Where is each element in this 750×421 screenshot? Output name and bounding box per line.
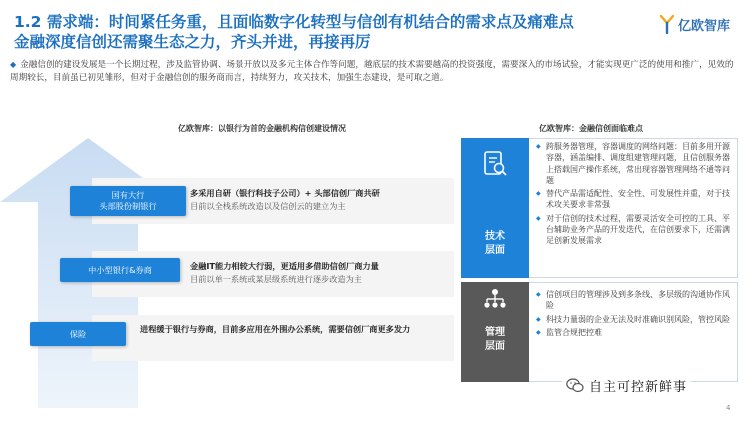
brand-logo xyxy=(660,14,730,34)
intro-paragraph xyxy=(10,58,738,85)
list-item: ◆ 监管合规把控难 xyxy=(536,327,734,338)
wechat-icon xyxy=(566,378,584,393)
mgmt-label-line-1: 管理 xyxy=(485,327,505,338)
title-line-2: 金融深度信创还需聚生态之力，齐头并进，再接再厉 xyxy=(14,33,371,51)
list-item: ◆ 信创项目的管理涉及到多条线、多层级的沟通协作风险 xyxy=(536,289,734,312)
tech-side-label xyxy=(461,230,529,258)
right-chart-caption: 亿欧智库：金融信创面临难点 xyxy=(539,124,643,133)
tier-label-line-2: 头部股份制银行 xyxy=(99,201,157,211)
tier-label-line-1: 中小型银行&券商 xyxy=(88,264,152,275)
tier-description-1 xyxy=(190,187,450,212)
watermark-text: 自主可控新鲜事 xyxy=(589,380,688,395)
page-title xyxy=(14,12,614,52)
list-item: ◆ 对于信创的技术过程，需要灵活安全可控的工具、平台辅助业务产品的开发迭代，在信创要求下，还需满足创新发展需求 xyxy=(536,213,734,247)
diamond-bullet-icon: ◆ xyxy=(10,60,17,69)
mgmt-side-label xyxy=(461,326,529,354)
mgmt-label-line-2: 层面 xyxy=(485,341,505,352)
left-chart-caption: 亿欧智库：以银行为首的金融机构信创建设情况 xyxy=(178,124,346,133)
org-chart-icon xyxy=(483,288,507,310)
tier-badge-insurance xyxy=(30,322,126,346)
tech-label-line-1: 技术 xyxy=(485,231,505,242)
logo-text: 亿欧智库 xyxy=(678,18,731,34)
tier-normal-text: 目前以单一系统或某层级系统进行逐步改造为主 xyxy=(190,273,362,284)
tier-badge-large-banks xyxy=(70,186,186,216)
tier-bold-text: 多采用自研（银行科技子公司）+ 头部信创厂商共研 xyxy=(190,188,380,198)
tier-normal-text: 目前以全栈系统改造以及信创云的建立为主 xyxy=(190,200,346,211)
tech-document-icon xyxy=(482,150,508,178)
title-line-1: 1.2 需求端：时间紧任务重，且面临数字化转型与信创有机结合的需求点及痛难点 xyxy=(14,13,574,31)
mgmt-difficulties-list xyxy=(536,289,734,340)
intro-text: 金融信创的建设发展是一个长期过程，涉及监管协调、场景开放以及多元主体合作等问题，越底层的技术需要越高的投资强度，需要深入的市场试验，才能实现更广泛的使用和推广，见效的周期较长，目前虽已初见雏形，但对于金融信创的服务商而言，持续努力，攻关技术，加强生态建设，是可取之道。 xyxy=(10,60,734,83)
tier-row-3-background xyxy=(92,315,454,361)
wechat-watermark xyxy=(562,374,691,397)
tier-description-2 xyxy=(190,260,452,285)
list-item: ◆ 跨服务器管理，容器调度的网络问题：目前多用开源容器，涵盖编排、调度组建管理问题，且信创服务器上搭载国产操作系统，常出现容器管理网络不通等问题 xyxy=(536,141,734,186)
tier-bold-text: 金融IT能力相较大行弱，更适用多借助信创厂商力量 xyxy=(190,261,379,271)
tier-label-line-1: 保险 xyxy=(69,328,87,339)
tier-bold-text: 进程缓于银行与券商，目前多应用在外围办公系统，需要信创厂商更多发力 xyxy=(140,324,411,334)
page-number: 4 xyxy=(726,404,731,412)
tech-difficulties-list xyxy=(536,141,734,249)
tech-label-line-2: 层面 xyxy=(485,245,505,256)
tier-description-3 xyxy=(140,323,440,336)
list-item: ◆ 替代产品需适配性、安全性、可发展性并重，对于技术攻关要求非常强 xyxy=(536,188,734,211)
tier-label-line-1: 国有大行 xyxy=(111,190,145,200)
tier-badge-small-banks xyxy=(60,258,180,282)
list-item: ◆ 科技力量弱的企业无法及时准确识别风险，管控风险 xyxy=(536,314,734,325)
logo-mark-icon xyxy=(660,14,674,34)
